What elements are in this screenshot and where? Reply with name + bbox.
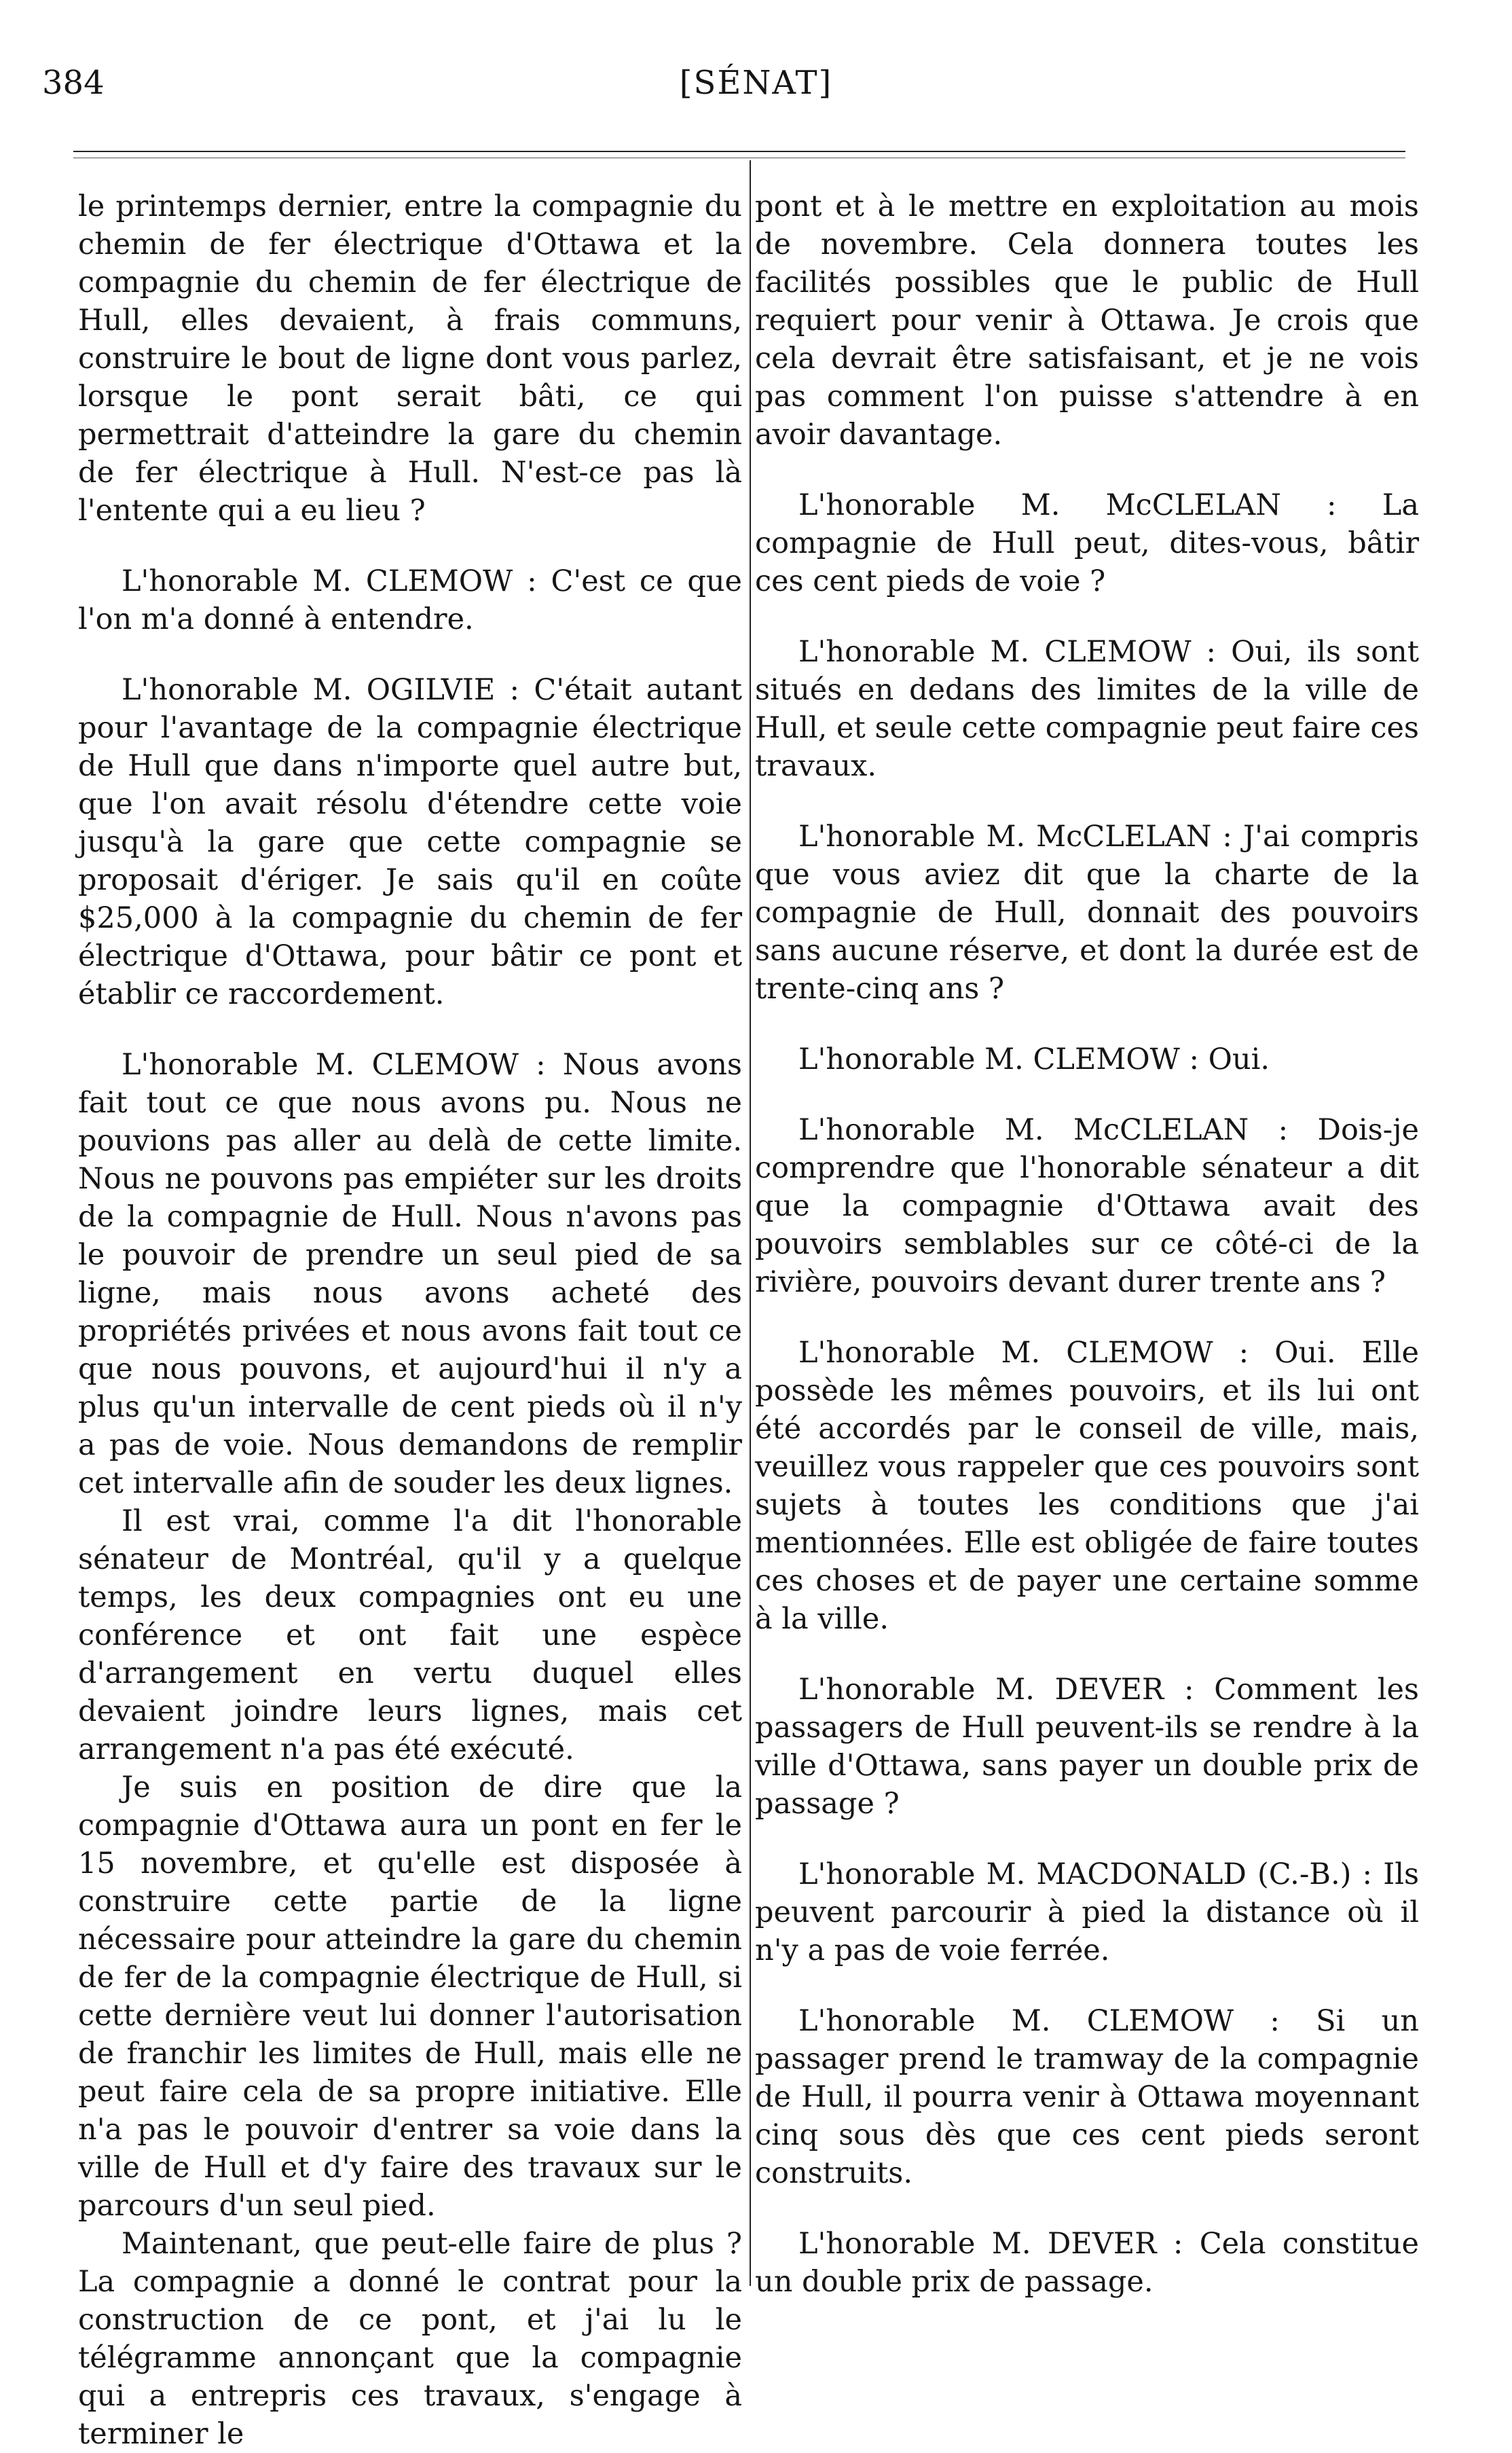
right-column xyxy=(755,187,1419,2301)
paragraph-text: Je suis en position de dire que la compagnie d'Ottawa aura un pont en fer le 15 novembre, et qu'elle est disposée à construire cette partie de la ligne nécessaire pour atteindre la gare du chemin de fer de la compagnie électrique de Hull, si cette dernière veut lui donner l'autorisation de franchir les limites de Hull, mais elle ne peut faire cela de sa propre initiative. Elle n'a pas le pouvoir d'entrer sa voie dans la ville de Hull et d'y faire des travaux sur le parcours d'un seul pied. xyxy=(78,1770,742,2223)
paragraph xyxy=(755,2002,1419,2192)
speaker: L'honorable M. MACDONALD (C.-B.) : xyxy=(798,1857,1373,1891)
paragraph xyxy=(78,562,742,638)
paragraph-text: Oui. xyxy=(1208,1042,1270,1076)
speaker: L'honorable M. CLEMOW : xyxy=(798,2004,1280,2038)
page-number: 384 xyxy=(42,64,105,102)
paragraph xyxy=(755,1040,1419,1078)
speaker: L'honorable M. McCLELAN : xyxy=(798,1113,1289,1147)
speaker: L'honorable M. CLEMOW : xyxy=(798,635,1217,669)
speaker: L'honorable M. DEVER : xyxy=(798,2227,1183,2261)
speaker: L'honorable M. CLEMOW : xyxy=(798,1336,1249,1370)
paragraph xyxy=(78,1046,742,1502)
running-title: [SÉNAT] xyxy=(679,64,833,102)
paragraph-text: Comment les passagers de Hull peuvent-ils se rendre à la ville d'Ottawa, sans payer un double prix de passage ? xyxy=(755,1673,1419,1821)
paragraph xyxy=(755,1111,1419,1301)
speaker: L'honorable M. DEVER : xyxy=(798,1673,1194,1707)
paragraph-text: Oui. Elle possède les mêmes pouvoirs, et ils lui ont été accordés par le conseil de ville, mais, veuillez vous rappeler que ces pouvoirs sont sujets à toutes les conditions que j'ai mentionnées. Elle est obligée de faire toutes ces choses et de payer une certaine somme à la ville. xyxy=(755,1336,1419,1636)
speaker: L'honorable M. CLEMOW : xyxy=(122,564,537,598)
paragraph xyxy=(755,2225,1419,2301)
paragraph xyxy=(755,1855,1419,1969)
left-column xyxy=(78,187,742,2453)
paragraph-text: C'était autant pour l'avantage de la compagnie électrique de Hull que dans n'importe quel autre but, que l'on avait résolu d'étendre cette voie jusqu'à la gare que cette compagnie se proposait d'ériger. Je sais qu'il en coûte $25,000 à la compagnie du chemin de fer électrique d'Ottawa, pour bâtir ce pont et établir ce raccordement. xyxy=(78,673,742,1011)
speaker: L'honorable M. McCLELAN : xyxy=(798,820,1232,854)
speaker: L'honorable M. OGILVIE : xyxy=(122,673,520,707)
paragraph-text: Nous avons fait tout ce que nous avons pu. Nous ne pouvions pas aller au delà de cette limite. Nous ne pouvons pas empiéter sur les droits de la compagnie de Hull. Nous n'avons pas le pouvoir de prendre un seul pied de sa ligne, mais nous avons acheté des propriétés privées et nous avons fait tout ce que nous pouvons, et aujourd'hui il n'y a plus qu'un intervalle de cent pieds où il n'y a pas de voie. Nous demandons de remplir cet intervalle afin de souder les deux lignes. xyxy=(78,1048,742,1500)
column-divider xyxy=(750,160,751,2286)
paragraph xyxy=(755,187,1419,454)
paragraph xyxy=(755,633,1419,785)
paragraph xyxy=(755,818,1419,1008)
paragraph xyxy=(755,1671,1419,1823)
speaker: L'honorable M. CLEMOW : xyxy=(122,1048,546,1082)
paragraph-text: Ils peuvent parcourir à pied la distance où il n'y a pas de voie ferrée. xyxy=(755,1857,1420,1967)
paragraph xyxy=(78,671,742,1013)
paragraph-text: pont et à le mettre en exploitation au mois de novembre. Cela donnera toutes les facilités possibles que le public de Hull requiert pour venir à Ottawa. Je crois que cela devrait être satisfaisant, et je ne vois pas comment l'on puisse s'attendre à en avoir davantage. xyxy=(755,189,1419,452)
paragraph xyxy=(78,1502,742,1768)
paragraph xyxy=(78,187,742,530)
paragraph-text: C'est ce que l'on m'a donné à entendre. xyxy=(78,564,742,636)
paragraph-text: J'ai compris que vous aviez dit que la charte de la compagnie de Hull, donnait des pouvoirs sans aucune réserve, et dont la durée est de trente-cinq ans ? xyxy=(755,820,1419,1006)
paragraph xyxy=(78,2225,742,2453)
paragraph-text: Si un passager prend le tramway de la compagnie de Hull, il pourra venir à Ottawa moyennant cinq sous dès que ces cent pieds seront construits. xyxy=(755,2004,1419,2190)
paragraph-text: Maintenant, que peut-elle faire de plus ? La compagnie a donné le contrat pour la construction de ce pont, et j'ai lu le télégramme annonçant que la compagnie qui a entrepris ces travaux, s'engage à terminer le xyxy=(78,2227,742,2451)
paragraph xyxy=(755,486,1419,600)
paragraph-text: Dois-je comprendre que l'honorable sénateur a dit que la compagnie d'Ottawa avait des pouvoirs semblables sur ce côté-ci de la rivière, pouvoirs devant durer trente ans ? xyxy=(755,1113,1419,1299)
paragraph-text: Il est vrai, comme l'a dit l'honorable sénateur de Montréal, qu'il y a quelque temps, les deux compagnies ont eu une conférence et ont fait une espèce d'arrangement en vertu duquel elles devaient joindre leurs lignes, mais cet arrangement n'a pas été exécuté. xyxy=(78,1504,742,1766)
paragraph-text: Cela constitue un double prix de passage. xyxy=(755,2227,1420,2299)
paragraph-text: Oui, ils sont situés en dedans des limites de la ville de Hull, et seule cette compagnie peut faire ces travaux. xyxy=(755,635,1419,783)
speaker: L'honorable M. CLEMOW : xyxy=(798,1042,1199,1076)
header-rule xyxy=(73,151,1405,152)
paragraph-text: La compagnie de Hull peut, dites-vous, bâtir ces cent pieds de voie ? xyxy=(755,488,1419,598)
paragraph-text: le printemps dernier, entre la compagnie du chemin de fer électrique d'Ottawa et la compagnie du chemin de fer électrique de Hull, elles devaient, à frais communs, construire le bout de ligne dont vous parlez, lorsque le pont serait bâti, ce qui permettrait d'atteindre la gare du chemin de fer électrique à Hull. N'est-ce pas là l'entente qui a eu lieu ? xyxy=(78,189,742,528)
paragraph xyxy=(755,1334,1419,1638)
speaker: L'honorable M. McCLELAN : xyxy=(798,488,1337,522)
paragraph xyxy=(78,1768,742,2225)
